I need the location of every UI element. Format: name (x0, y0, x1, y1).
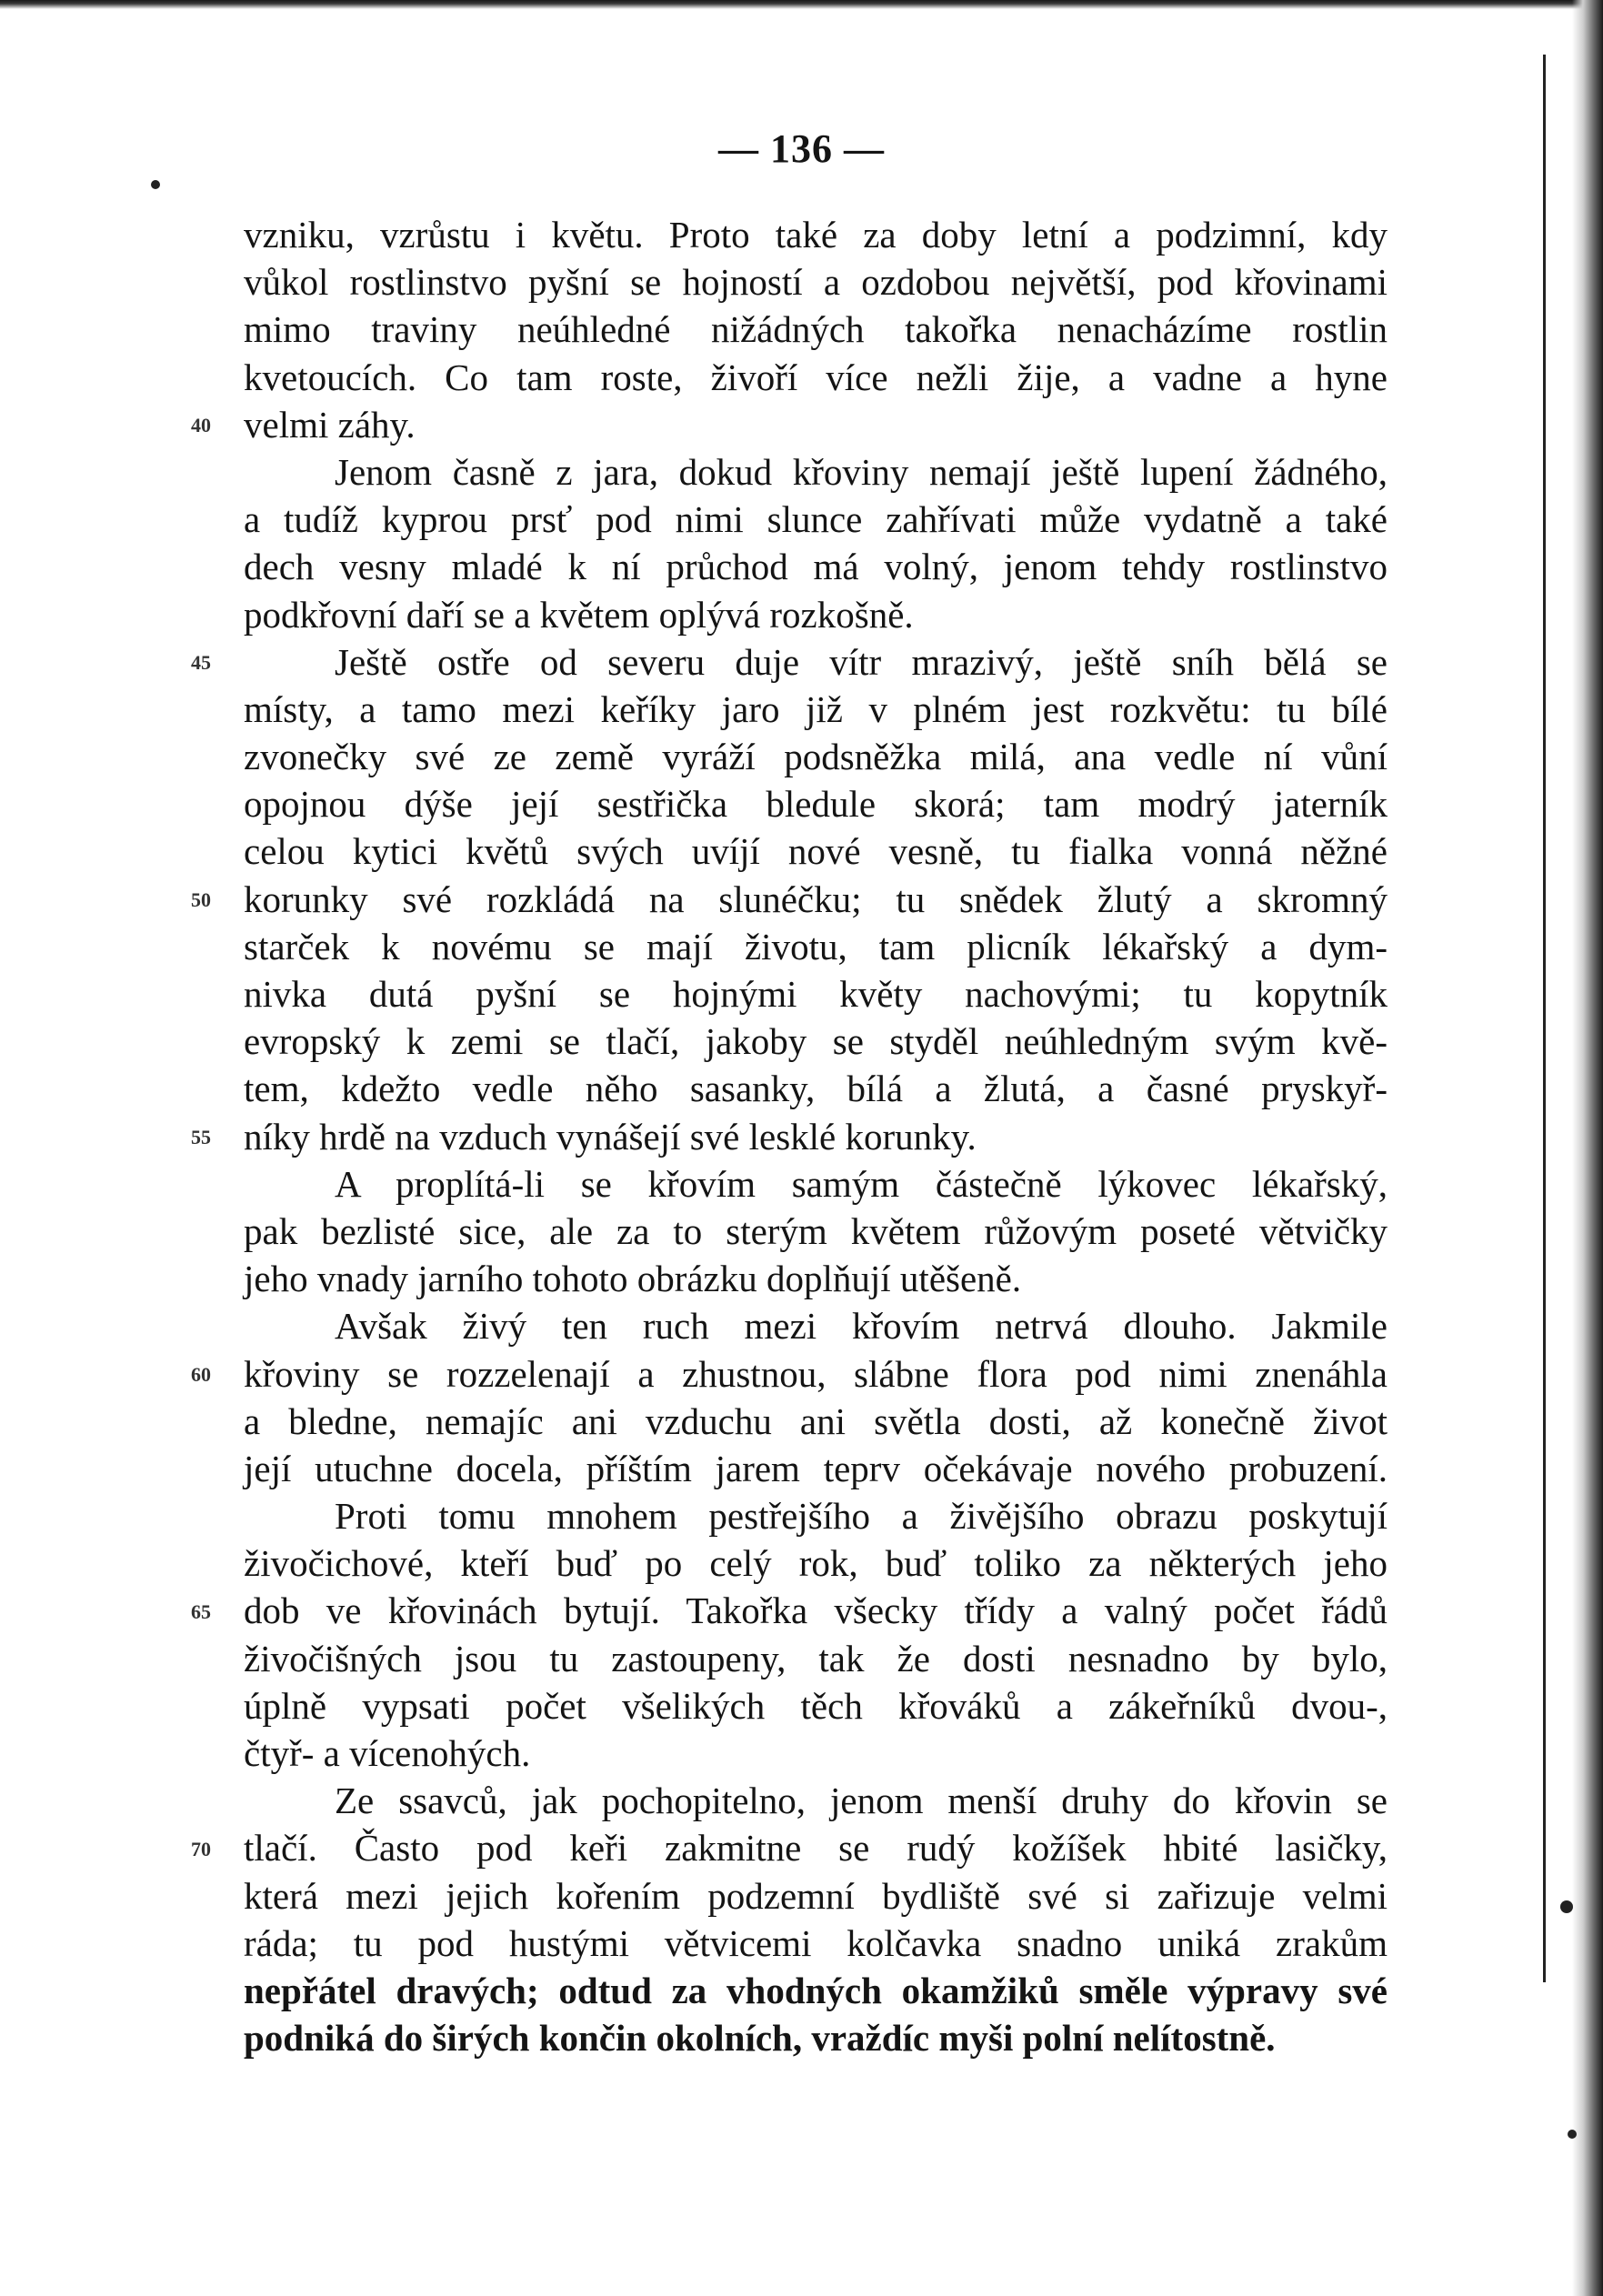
text-line: její utuchne docela, příštím jarem teprv očekávaje nového probuzení. (244, 1447, 1388, 1489)
text-line: korunky své rozkládá na slunéčku; tu snědek žlutý a skromný (244, 877, 1388, 920)
text-line: kvetoucích. Co tam roste, živoří více nežli žije, a vadne a hyne (244, 356, 1388, 398)
text-line: nepřátel dravých; odtud za vhodných okamžiků směle výpravy své (244, 1969, 1388, 2011)
text-line: ráda; tu pod hustými větvicemi kolčavka snadno uniká zrakům (244, 1921, 1388, 1964)
text-line: podniká do širých končin okolních, vraždíc myši polní nelítostně. (244, 2017, 1276, 2060)
margin-line-number: 45 (191, 651, 211, 674)
binding-rule (1543, 55, 1546, 1982)
text-line: nivka dutá pyšní se hojnými květy nachovými; tu kopytník (244, 973, 1388, 1015)
text-line: živočišných jsou tu zastoupeny, tak že dosti nesnadno by bylo, (244, 1637, 1388, 1679)
text-line: úplně vypsati počet všelikých těch křováků a zákeřníků dvou-, (244, 1684, 1388, 1727)
margin-line-number: 65 (191, 1600, 211, 1623)
page-number: — 136 — (718, 126, 885, 171)
text-line: evropský k zemi se tlačí, jakoby se styděl neúhledným svým kvě- (244, 1020, 1388, 1063)
text-line: velmi záhy. (244, 403, 416, 446)
text-line: vůkol rostlinstvo pyšní se hojností a ozdobou největší, pod křovinami (244, 261, 1388, 304)
margin-line-number: 70 (191, 1838, 211, 1860)
text-line: a bledne, nemajíc ani vzduchu ani světla dosti, až konečně život (244, 1399, 1388, 1442)
text-line: která mezi jejich kořením podzemní bydliště své si zařizuje velmi (244, 1874, 1388, 1917)
text-line: níky hrdě na vzduch vynášejí své lesklé korunky. (244, 1115, 977, 1158)
text-line: tem, kdežto vedle něho sasanky, bílá a žlutá, a časné pryskyř- (244, 1068, 1388, 1110)
text-line: tlačí. Často pod keři zakmitne se rudý kožíšek hbité lasičky, (244, 1827, 1388, 1870)
text-line: starček k novému se mají životu, tam plicník lékařský a dym- (244, 925, 1388, 968)
text-line: živočichové, kteří buď po celý rok, buď toliko za některých jeho (244, 1542, 1388, 1585)
text-line: jeho vnady jarního tohoto obrázku doplňují utěšeně. (244, 1258, 1022, 1300)
scan-top-edge (0, 0, 1603, 9)
text-line: dob ve křovinách bytují. Takořka všecky třídy a valný počet řádů (244, 1589, 1388, 1632)
text-line: vzniku, vzrůstu i květu. Proto také za doby letní a podzimní, kdy (244, 214, 1388, 256)
text-line: celou kytici květů svých uvíjí nové vesně, tu fialka vonná něžné (244, 830, 1388, 873)
text-line: A proplítá-li se křovím samým částečně lýkovec lékařský, (335, 1162, 1388, 1205)
text-line: dech vesny mladé k ní průchod má volný, jenom tehdy rostlinstvo (244, 546, 1388, 588)
text-line: pak bezlisté sice, ale za to sterým květem růžovým poseté větvičky (244, 1209, 1388, 1252)
margin-line-number: 55 (191, 1126, 211, 1148)
text-line: Proti tomu mnohem pestřejšího a živějšího obrazu poskytují (335, 1495, 1388, 1538)
scan-right-edge (1572, 0, 1603, 2296)
text-line: opojnou dýše její sestřička bledule skorá; tam modrý jaterník (244, 783, 1388, 826)
text-line: čtyř- a vícenohých. (244, 1732, 531, 1774)
text-line: mimo traviny neúhledné nižádných takořka nenacházíme rostlin (244, 308, 1388, 351)
text-line: Avšak živý ten ruch mezi křovím netrvá dlouho. Jakmile (335, 1305, 1388, 1348)
margin-line-number: 50 (191, 888, 211, 911)
text-line: a tudíž kyprou prsť pod nimi slunce zahřívati může vydatně a také (244, 498, 1388, 541)
speck-mark (1568, 2130, 1577, 2139)
margin-line-number: 40 (191, 414, 211, 436)
text-line: Ze ssavců, jak pochopitelno, jenom menší druhy do křovin se (335, 1780, 1388, 1822)
text-line: Ještě ostře od severu duje vítr mrazivý, ještě sníh bělá se (335, 640, 1388, 683)
speck-mark (1560, 1900, 1573, 1913)
text-line: křoviny se rozzelenají a zhustnou, slábne flora pod nimi znenáhla (244, 1352, 1388, 1395)
text-line: místy, a tamo mezi keříky jaro již v plném jest rozkvětu: tu bílé (244, 687, 1388, 730)
text-line: Jenom časně z jara, dokud křoviny nemají ještě lupení žádného, (335, 450, 1388, 493)
body-text (244, 211, 1388, 2061)
text-line: podkřovní daří se a květem oplývá rozkošně. (244, 593, 914, 636)
speck-mark (151, 180, 160, 189)
margin-line-number: 60 (191, 1363, 211, 1386)
text-line: zvonečky své ze země vyráží podsněžka milá, ana vedle ní vůní (244, 736, 1388, 778)
